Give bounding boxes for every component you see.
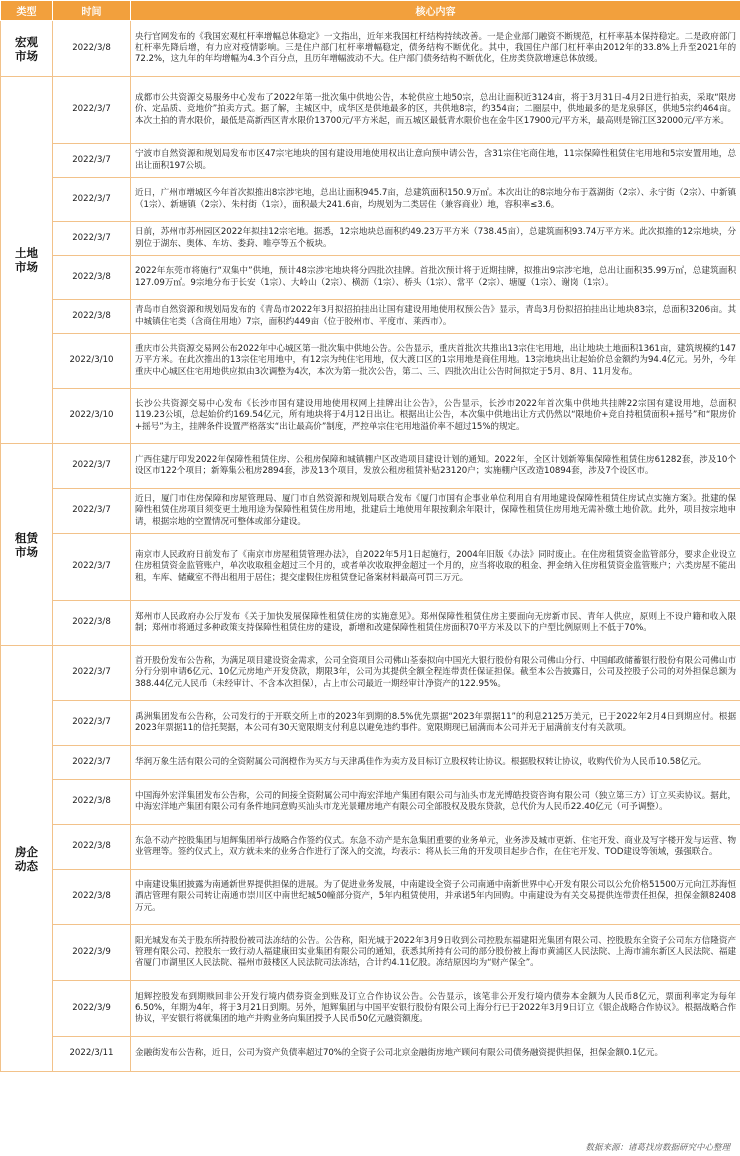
date-cell: 2022/3/8 [53, 256, 131, 300]
content-cell: 华润万象生活有限公司的全资附属公司润橙作为买方与天津禹佳作为卖方及目标订立股权转让协议。根据股权转让协议，收购代价为人民币10.58亿元。 [131, 746, 740, 780]
category-cell: 房企 动态 [1, 646, 53, 1072]
date-cell: 2022/3/10 [53, 389, 131, 444]
date-cell: 2022/3/10 [53, 334, 131, 389]
category-cell: 土地 市场 [1, 77, 53, 444]
date-cell: 2022/3/7 [53, 178, 131, 222]
table-row [1, 825, 740, 870]
date-cell: 2022/3/7 [53, 77, 131, 144]
date-cell: 2022/3/9 [53, 925, 131, 981]
table-row [1, 389, 740, 444]
content-cell: 2022年东莞市将施行“双集中”供地，预计48宗涉宅地块将分四批次挂牌。首批次预计将于近期挂牌，拟推出9宗涉宅地，总出让面积35.99万㎡，总建筑面积127.09万㎡。9宗地分布于长安（1宗）、大岭山（2宗）、横沥（1宗）、桥头（1宗）、常平（2宗）、塘厦（1宗）、谢岗（1宗）。 [131, 256, 740, 300]
table-row [1, 21, 740, 77]
content-cell: 中国海外宏洋集团发布公告称，公司的间接全资附属公司中海宏洋地产集团有限公司与汕头市龙光博皓投资咨询有限公司（独立第三方）订立买卖协议。据此，中海宏洋地产集团有限公司有条件地同意购买汕头市龙光景耀房地产有限公司全部股权及股东贷款，总代价为人民币22.40亿元（可予调整）。 [131, 780, 740, 825]
content-cell: 东急不动产控股集团与旭辉集团举行战略合作签约仪式。东急不动产是东急集团重要的业务单元，业务涉及城市更新、住宅开发、商业及写字楼开发与运营、物业管理等。签约仪式上，双方就未来的业务合作进行了深入的交流，均表示：将从长三角的开发项目起步合作，在住宅开发、TOD建设等领域，强强联合。 [131, 825, 740, 870]
date-cell: 2022/3/7 [53, 144, 131, 178]
table-row [1, 1037, 740, 1072]
table-header-row [1, 1, 740, 21]
date-cell: 2022/3/9 [53, 981, 131, 1037]
table-row [1, 222, 740, 256]
date-cell: 2022/3/8 [53, 825, 131, 870]
table-row [1, 780, 740, 825]
table-row [1, 981, 740, 1037]
table-row [1, 489, 740, 534]
table-row [1, 256, 740, 300]
table-row [1, 178, 740, 222]
table-row [1, 534, 740, 601]
content-cell: 南京市人民政府日前发布了《南京市房屋租赁管理办法》，自2022年5月1日起施行，2004年旧版《办法》同时废止。在住房租赁资金监管部分，要求企业设立住房租赁资金监管账户，单次收取租金超过三个月的，或者单次收取押金超过一个月的，应当将收取的租金、押金纳入住房租赁资金监管账户；六类房屋不能出租，车库、储藏室不得出租用于居住；提交虚假住房租赁登记备案材料最高可罚三万元。 [131, 534, 740, 601]
table-row [1, 144, 740, 178]
content-cell: 成都市公共资源交易服务中心发布了2022年第一批次集中供地公告，本轮供应土地50宗，总出让面积近3124亩，将于3月31日-4月2日进行拍卖，采取“限房价、定品质、竞地价”拍卖方式。据了解，主城区中，成华区是供地最多的区，共供地8宗，约354亩；二圈层中，供地最多的是龙泉驿区，供地5宗约464亩。本次土拍的青水限价，最低是高新西区青水限价13700元/平方米起，而五城区最低青水限价也在金牛区17900元/平方米，最高则是锦江区32000元/平方米。 [131, 77, 740, 144]
content-cell: 长沙公共资源交易中心发布《长沙市国有建设用地使用权网上挂牌出让公告》，公告显示，长沙市2022年首次集中供地共挂牌22宗国有建设用地，总面积119.23公顷，总起始价约169.54亿元，所有地块将于4月12日出让。根据出让公告，本次集中供地出让方式仍然以“限地价+竞自持租赁面积+摇号”和“限房价+摇号”为主，挂牌条件设置严格落实“出让最高价”制度，严控单宗住宅用地溢价率不超过15%的规定。 [131, 389, 740, 444]
table-row [1, 444, 740, 489]
content-cell: 旭辉控股发布到期赎回非公开发行境内债券资金到账及订立合作协议公告。公告显示，该笔非公开发行境内债券本金额为人民币8亿元，票面利率定为每年6.50%，年期为4年，将于3月21日到期。另外，旭辉集团与中国平安银行股份有限公司上海分行已于2022年3月9日订立《银企战略合作协议》。根据战略合作协议，平安银行将就集团的地产并购业务向集团授予人民币50亿元融资额度。 [131, 981, 740, 1037]
table-row [1, 870, 740, 925]
date-cell: 2022/3/11 [53, 1037, 131, 1072]
header-content: 核心内容 [131, 1, 740, 21]
date-cell: 2022/3/8 [53, 601, 131, 646]
content-cell: 中南建设集团披露为南通新世界提供担保的进展。为了促进业务发展，中南建设全资子公司南通中南新世界中心开发有限公司以公允价格51500万元向江苏海恒酒店管理有限公司转让南通市崇川区中南世纪城50幢部分资产，5年内租赁使用，并承诺5年内回购。中南建设为有关交易提供连带责任担保，担保金额82408万元。 [131, 870, 740, 925]
table-row [1, 300, 740, 334]
table-row [1, 77, 740, 144]
content-cell: 金融街发布公告称，近日，公司为资产负债率超过70%的全资子公司北京金融街房地产顾问有限公司债务融资提供担保，担保金额0.1亿元。 [131, 1037, 740, 1072]
table-row [1, 925, 740, 981]
category-cell: 宏观 市场 [1, 21, 53, 77]
date-cell: 2022/3/7 [53, 444, 131, 489]
content-cell: 近日，广州市增城区今年首次拟推出8宗涉宅地，总出让面积945.7亩，总建筑面积150.9万㎡。本次出让的8宗地分布于荔湖街（2宗）、永宁街（2宗）、中新镇（1宗）、新塘镇（2宗）、朱村街（1宗），面积最大241.6亩，均规划为二类居住（兼容商业）地，容积率≤3.6。 [131, 178, 740, 222]
date-cell: 2022/3/8 [53, 21, 131, 77]
content-cell: 宁波市自然资源和规划局发布市区47宗宅地块的国有建设用地使用权出让意向预申请公告，含31宗住宅商住地，11宗保障性租赁住宅用地和5宗安置用地，总出让面积197公顷。 [131, 144, 740, 178]
date-cell: 2022/3/7 [53, 222, 131, 256]
table-row [1, 746, 740, 780]
content-cell: 阳光城发布关于股东所持股份被司法冻结的公告。公告称，阳光城于2022年3月9日收到公司控股东福建阳光集团有限公司、控股股东全资子公司东方信隆资产管理有限公司、控股东一致行动人福建康田实业集团有限公司的通知，获悉其所持有公司的部分股份被上海市黄浦区人民法院、上海市浦东新区人民法院、福建省厦门市湖里区人民法院、福州市鼓楼区人民法院司法冻结，合计约4.11亿股。冻结原因均为“财产保全”。 [131, 925, 740, 981]
content-cell: 央行官网发布的《我国宏观杠杆率增幅总体稳定》一文指出，近年来我国杠杆结构持续改善。一是企业部门融资不断规范，杠杆率基本保持稳定。二是政府部门杠杆率先降后增，有力应对疫情影响。三是住户部门杠杆率增幅稳定，债务结构不断优化。其中，我国住户部门杠杆率由2012年的33.8%上升至2021年的72.2%，这九年的年均增幅为4.3个百分点，且历年增幅波动不大。住户部门债务结构不断优化，住房类贷款增速总体放缓。 [131, 21, 740, 77]
date-cell: 2022/3/8 [53, 300, 131, 334]
date-cell: 2022/3/7 [53, 489, 131, 534]
content-cell: 近日，厦门市住房保障和房屋管理局、厦门市自然资源和规划局联合发布《厦门市国有企事业单位利用自有用地建设保障性租赁住房试点实施方案》。批建的保障性租赁住房项目须变更土地用途为保障性租赁住房用地，批建后土地使用年限按剩余年限计，保障性租赁住房用地无需补缴土地价款。此外，项目按宗地申请，根据宗地的空置情况可整体或部分建设。 [131, 489, 740, 534]
content-cell: 重庆市公共资源交易网公布2022年中心城区第一批次集中供地公告。公告显示，重庆首批次共推出13宗住宅用地，出让地块土地面积1361亩，建筑规模约147万平方米。在此次推出的13宗住宅用地中，有12宗为纯住宅用地，仅大渡口区的1宗用地是商住用地。13宗地块出让起始价总金额约为94.4亿元。另外，今年重庆中心城区住宅用地供应拟由3次调整为4次，本次为第一批次公告，第二、三、四批次出让公告时间拟定于5月、8月、11月发布。 [131, 334, 740, 389]
data-source-note: 数据来源：诸葛找房数据研究中心整理 [585, 1143, 730, 1153]
content-cell: 首开股份发布公告称，为满足项目建设资金需求，公司全资项目公司佛山荃泰拟向中国光大银行股份有限公司佛山分行、中国邮政储蓄银行股份有限公司佛山市分行分别申请6亿元、10亿元房地产开发贷款，期限3年，公司为其提供全额全程连带责任保证担保。截至本公告披露日，公司及控股子公司的对外担保总额为388.44亿元人民币（未经审计、不含本次担保），占上市公司最近一期经审计净资产的122.95%。 [131, 646, 740, 701]
date-cell: 2022/3/7 [53, 746, 131, 780]
content-cell: 青岛市自然资源和规划局发布的《青岛市2022年3月拟招拍挂出让国有建设用地使用权预公告》显示，青岛3月份拟招拍挂出让地块83宗，总面积3206亩。其中城镇住宅类（含商住用地）7宗，面积约449亩（位于胶州市、平度市、莱西市）。 [131, 300, 740, 334]
table-row [1, 646, 740, 701]
header-type: 类型 [1, 1, 53, 21]
header-date: 时间 [53, 1, 131, 21]
date-cell: 2022/3/7 [53, 646, 131, 701]
table-body [1, 21, 740, 1072]
table-row [1, 701, 740, 746]
content-cell: 广西住建厅印发2022年保障性租赁住房、公租房保障和城镇棚户区改造项目建设计划的通知。2022年，全区计划新筹集保障性租赁住房61282套，涉及10个设区市122个项目；新筹集公租房2894套，涉及13个项目，发放公租房租赁补贴23120户；实施棚户区改造10894套，涉及7个设区市。 [131, 444, 740, 489]
table-row [1, 334, 740, 389]
category-cell: 租赁 市场 [1, 444, 53, 646]
date-cell: 2022/3/7 [53, 534, 131, 601]
content-cell: 郑州市人民政府办公厅发布《关于加快发展保障性租赁住房的实施意见》。郑州保障性租赁住房主要面向无房新市民、青年人供应，原则上不设户籍和收入限制；郑州市将通过多种政策支持保障性租赁住房的建设，新增和改建保障性租赁住房面积70平方米及以下的户型比例原则上不低于70%。 [131, 601, 740, 646]
date-cell: 2022/3/8 [53, 780, 131, 825]
date-cell: 2022/3/7 [53, 701, 131, 746]
content-cell: 日前，苏州市苏州园区2022年拟挂12宗宅地。据悉，12宗地块总面积约49.23万平方米（738.45亩），总建筑面积93.74万平方米。此次拟推的12宗地块，分别位于湖东、奥体、车坊、娄葑、唯亭等五个板块。 [131, 222, 740, 256]
content-cell: 禹洲集团发布公告称，公司发行的于开联交所上市的2023年到期的8.5%优先票据“2023年票据11”的利息2125万美元，已于2022年2月4日到期应付。根据2023年票据11的信托契据，本公司有30天宽限期支付利息以避免违约事件。宽限期现已届满而本公司并无于届满前支付有关款项。 [131, 701, 740, 746]
table-row [1, 601, 740, 646]
date-cell: 2022/3/8 [53, 870, 131, 925]
